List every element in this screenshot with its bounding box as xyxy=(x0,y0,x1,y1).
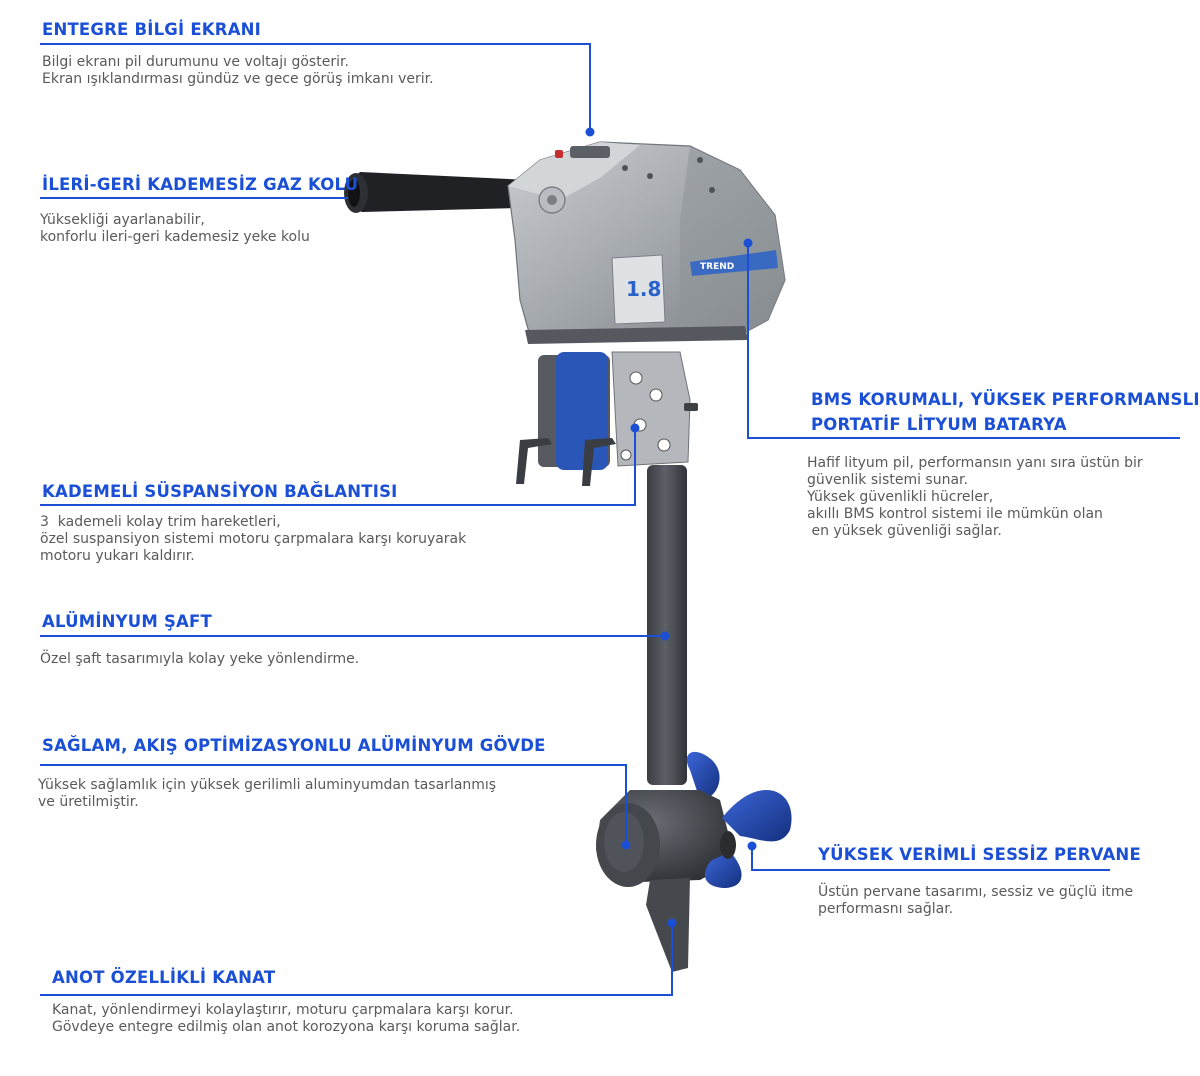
desc-line: 3 kademeli kolay trim hareketleri, xyxy=(40,514,281,530)
desc-line: Ekran ışıklandırması gündüz ve gece görüş imkanı verir. xyxy=(42,71,434,87)
desc-line: performasnı sağlar. xyxy=(818,901,954,917)
feature-title-tiller: İLERİ-GERİ KADEMESİZ GAZ KOLU xyxy=(42,175,359,194)
desc-line: en yüksek güvenliği sağlar. xyxy=(807,523,1002,539)
desc-line: Hafif lityum pil, performansın yanı sıra üstün bir xyxy=(807,455,1143,471)
feature-desc-display xyxy=(42,54,434,88)
leader-dot-fin xyxy=(668,919,677,928)
desc-line: Kanat, yönlendirmeyi kolaylaştırır, moturu çarpmalara karşı korur. xyxy=(52,1002,514,1018)
feature-desc-battery xyxy=(807,455,1143,540)
feature-desc-suspension xyxy=(40,514,466,565)
desc-line: Yüksekliği ayarlanabilir, xyxy=(40,212,205,228)
leader-dot-shaft xyxy=(661,632,670,641)
feature-title-fin: ANOT ÖZELLİKLİ KANAT xyxy=(52,968,276,987)
feature-desc-shaft xyxy=(40,651,359,668)
desc-line: Gövdeye entegre edilmiş olan anot korozyona karşı koruma sağlar. xyxy=(52,1019,521,1035)
desc-line: Yüksek sağlamlık için yüksek gerilimli aluminyumdan tasarlanmış xyxy=(38,777,497,793)
desc-line: Bilgi ekranı pil durumunu ve voltajı gösterir. xyxy=(42,54,349,70)
desc-line: güvenlik sistemi sunar. xyxy=(807,472,968,488)
aluminum-shaft xyxy=(647,465,687,785)
power-button-icon xyxy=(555,150,563,158)
model-badge: 1.8 xyxy=(626,277,662,301)
feature-desc-fin xyxy=(52,1002,520,1036)
feature-title-battery-line2: PORTATİF LİTYUM BATARYA xyxy=(811,415,1067,434)
feature-title-propeller: YÜKSEK VERİMLİ SESSİZ PERVANE xyxy=(818,845,1141,864)
desc-line: akıllı BMS kontrol sistemi ile mümkün olan xyxy=(807,506,1103,522)
feature-desc-propeller xyxy=(818,884,1133,918)
desc-line: ve üretilmiştir. xyxy=(38,794,139,810)
leader-dot-body xyxy=(622,841,631,850)
feature-desc-tiller xyxy=(40,212,310,246)
desc-line: konforlu ileri-geri kademesiz yeke kolu xyxy=(40,229,310,245)
leader-dot-suspension xyxy=(631,424,640,433)
leader-dot-propeller xyxy=(748,842,757,851)
desc-line: Özel şaft tasarımıyla kolay yeke yönlendirme. xyxy=(40,651,360,667)
leader-line-battery xyxy=(748,245,1180,438)
desc-line: özel suspansiyon sistemi motoru çarpmalara karşı koruyarak xyxy=(40,531,467,547)
feature-desc-body xyxy=(38,777,496,811)
feature-title-battery: BMS KORUMALI, YÜKSEK PERFORMANSLI xyxy=(811,390,1200,409)
feature-title-body: SAĞLAM, AKIŞ OPTİMİZASYONLU ALÜMİNYUM GÖVDE xyxy=(42,736,546,755)
feature-title-shaft: ALÜMİNYUM ŞAFT xyxy=(42,612,212,631)
feature-title-suspension: KADEMELİ SÜSPANSİYON BAĞLANTISI xyxy=(42,482,398,501)
feature-title-display: ENTEGRE BİLGİ EKRANI xyxy=(42,20,262,39)
info-display-icon xyxy=(570,146,610,158)
tiller-handle xyxy=(344,172,530,213)
series-label: TREND xyxy=(700,262,735,272)
propeller-hub xyxy=(720,831,736,859)
leader-dot-display xyxy=(586,128,595,137)
motor-head-housing xyxy=(508,142,785,344)
desc-line: Yüksek güvenlikli hücreler, xyxy=(807,489,994,505)
desc-line: motoru yukarı kaldırır. xyxy=(40,548,195,564)
leader-dot-battery xyxy=(744,239,753,248)
desc-line: Üstün pervane tasarımı, sessiz ve güçlü itme xyxy=(818,884,1134,900)
